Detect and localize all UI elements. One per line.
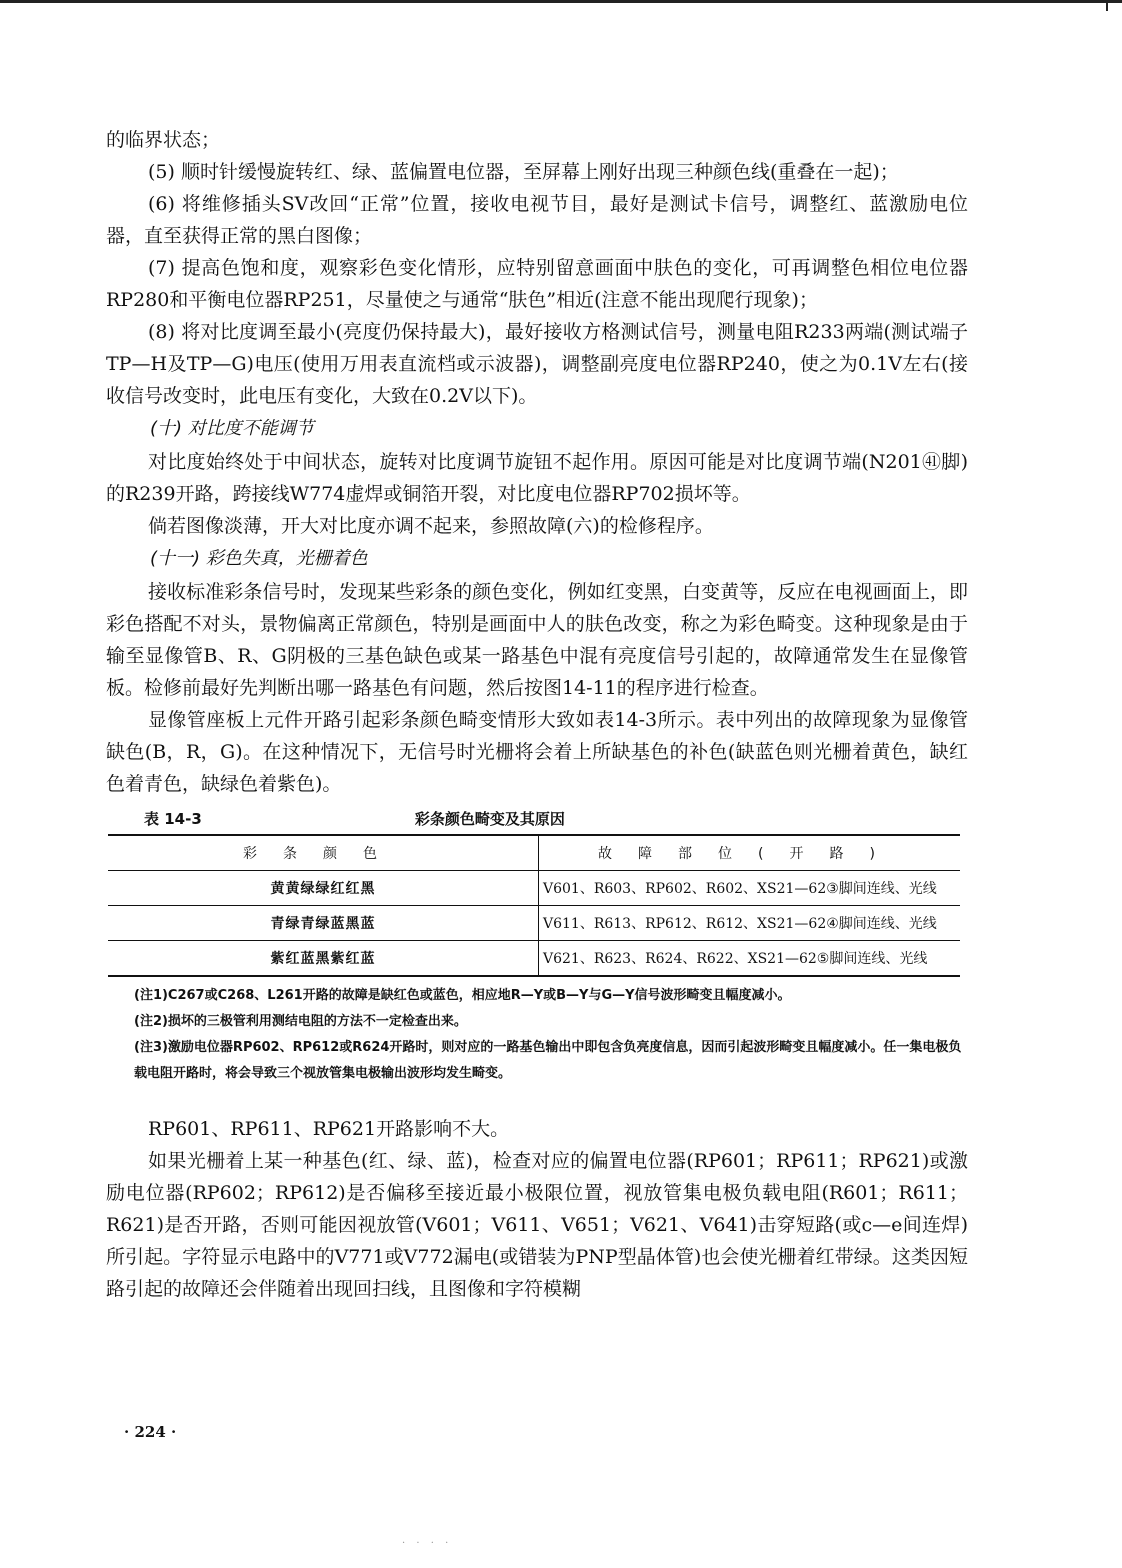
paragraph-step-5: (5) 顺时针缓慢旋转红、绿、蓝偏置电位器，至屏幕上刚好出现三种颜色线(重叠在一起)； bbox=[148, 161, 899, 183]
table-note-3: (注3)激励电位器RP602、RP612或R624开路时，则对应的一路基色输出中即包含负亮度信息，因而引起波形畸变且幅度减小。任一集电极负载电阻开路时，将会导致三个视放管集电极输出波形均发生畸变。 bbox=[134, 1040, 962, 1081]
cell-fault: V611、R613、RP612、R612、XS21—62④脚间连线、光线 bbox=[539, 906, 961, 941]
paragraph-step-8: (8) 将对比度调至最小(亮度仍保持最大)，最好接收方格测试信号，测量电阻R233两端(测试端子TP—H及TP—G)电压(使用万用表直流档或示波器)，调整副亮度电位器RP240，使之为0.1V左右(接收信号改变时，此电压有变化，大致在0.2V以下)。 bbox=[106, 321, 968, 407]
table-14-3 bbox=[106, 808, 968, 1087]
top-border-tick bbox=[1106, 3, 1122, 11]
table-note-1: (注1)C267或C268、L261开路的故障是缺红色或蓝色，相应地R—Y或B—Y与G—Y信号波形畸变且幅度减小。 bbox=[134, 988, 791, 1003]
footer-marks: · · · · bbox=[402, 1538, 453, 1549]
table-caption bbox=[106, 808, 968, 830]
data-table bbox=[108, 834, 960, 977]
table-row bbox=[108, 871, 960, 906]
paragraph-contrast-weak: 倘若图像淡薄，开大对比度亦调不起来，参照故障(六)的检修程序。 bbox=[148, 515, 714, 537]
table-row bbox=[108, 941, 960, 977]
table-title: 彩条颜色畸变及其原因 bbox=[414, 810, 565, 828]
paragraph-crt-board: 显像管座板上元件开路引起彩条颜色畸变情形大致如表14-3所示。表中列出的故障现象为显像管缺色(B，R，G)。在这种情况下，无信号时光栅将会着上所缺基色的补色(缺蓝色则光栅着黄色，缺红色着青色，缺绿色着紫色)。 bbox=[106, 709, 968, 795]
paragraph-rp-open: RP601、RP611、RP621开路影响不大。 bbox=[148, 1118, 510, 1140]
cell-color: 黄黄绿绿红红黑 bbox=[108, 871, 539, 906]
paragraph-step-6: (6) 将维修插头SV改回“正常”位置，接收电视节目，最好是测试卡信号，调整红、蓝激励电位器，直至获得正常的黑白图像； bbox=[106, 193, 968, 247]
cell-fault: V621、R623、R624、R622、XS21—62⑤脚间连线、光线 bbox=[539, 941, 961, 977]
cell-color: 青绿青绿蓝黑蓝 bbox=[108, 906, 539, 941]
table-header-row bbox=[108, 835, 960, 871]
after-table-section bbox=[106, 1113, 968, 1305]
header-color: 彩条颜色 bbox=[108, 835, 539, 871]
table-row bbox=[108, 906, 960, 941]
cell-fault: V601、R603、RP602、R602、XS21—62③脚间连线、光线 bbox=[539, 871, 961, 906]
paragraph-step-7: (7) 提高色饱和度，观察彩色变化情形，应特别留意画面中肤色的变化，可再调整色相位电位器RP280和平衡电位器RP251，尽量使之与通常“肤色”相近(注意不能出现爬行现象)； bbox=[106, 257, 968, 311]
table-notes bbox=[106, 983, 968, 1087]
cell-color: 紫红蓝黑紫红蓝 bbox=[108, 941, 539, 977]
table-note-2: (注2)损坏的三极管利用测结电阻的方法不一定检查出来。 bbox=[134, 1014, 467, 1029]
table-label: 表 14-3 bbox=[144, 810, 202, 828]
section-heading-11: (十一) 彩色失真，光栅着色 bbox=[150, 548, 368, 569]
paragraph-continuation: 的临界状态； bbox=[106, 129, 221, 151]
paragraph-contrast-fault: 对比度始终处于中间状态，旋转对比度调节旋钮不起作用。原因可能是对比度调节端(N201㊶脚)的R239开路，跨接线W774虚焊或铜箔开裂，对比度电位器RP702损坏等。 bbox=[106, 451, 968, 505]
paragraph-raster-tint: 如果光栅着上某一种基色(红、绿、蓝)，检查对应的偏置电位器(RP601；RP611；RP621)或激励电位器(RP602；RP612)是否偏移至接近最小极限位置，视放管集电极负载电阻(R601；R611；R621)是否开路，否则可能因视放管(V601；V611、V651；V621、V641)击穿短路(或c—e间连焊)所引起。字符显示电路中的V771或V772漏电(或错装为PNP型晶体管)也会使光栅着红带绿。这类因短路引起的故障还会伴随着出现回扫线，且图像和字符模糊 bbox=[106, 1150, 968, 1300]
page-number: · 224 · bbox=[124, 1423, 177, 1441]
header-fault-location: 故障部位(开路) bbox=[539, 835, 961, 871]
top-border-line bbox=[0, 0, 1122, 3]
section-heading-10: (十) 对比度不能调节 bbox=[150, 418, 314, 439]
paragraph-color-distortion: 接收标准彩条信号时，发现某些彩条的颜色变化，例如红变黑，白变黄等，反应在电视画面上，即彩色搭配不对头，景物偏离正常颜色，特别是画面中人的肤色改变，称之为彩色畸变。这种现象是由于输至显像管B、R、G阴极的三基色缺色或某一路基色中混有亮度信号引起的，故障通常发生在显像管板。检修前最好先判断出哪一路基色有问题，然后按图14-11的程序进行检查。 bbox=[106, 581, 968, 699]
page-body bbox=[106, 124, 968, 1305]
